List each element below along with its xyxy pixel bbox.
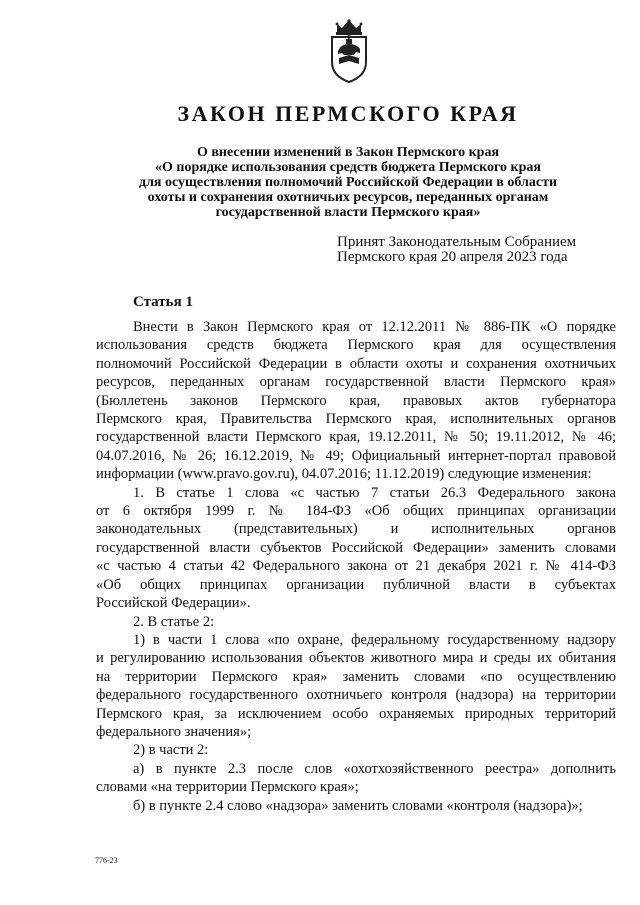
body-line: от 6 октября 1999 г. № 184-ФЗ «Об общих принципах организации bbox=[96, 503, 616, 520]
adoption-line: Пермского края 20 апреля 2023 года bbox=[337, 249, 568, 265]
body-line: использования средств бюджета Пермского края для осуществления bbox=[96, 337, 616, 354]
body-line: полномочий Российской Федерации в области охоты и сохранения охотничьих bbox=[96, 355, 616, 372]
body-line: Внести в Закон Пермского края от 12.12.2011 № 886-ПК «О порядке bbox=[133, 319, 616, 335]
body-line: Пермского края, Правительства Пермского края, исполнительных органов bbox=[96, 411, 616, 428]
law-title: ЗАКОН ПЕРМСКОГО КРАЯ bbox=[177, 101, 519, 126]
law-subtitle bbox=[110, 145, 586, 220]
article-body bbox=[96, 318, 616, 815]
body-line: государственной власти Пермского края, 19.12.2011, № 50; 19.11.2012, № 46; bbox=[96, 429, 616, 446]
body-line: государственной власти субъектов Российской Федерации» заменить словами bbox=[96, 539, 616, 556]
article-heading: Статья 1 bbox=[133, 294, 193, 310]
body-line: федерального значения»; bbox=[96, 723, 252, 740]
adoption-line: Принят Законодательным Собранием bbox=[337, 234, 577, 250]
body-line: а) в пункте 2.3 после слов «охотхозяйственного реестра» дополнить bbox=[133, 760, 616, 777]
body-line: «с частью 4 статьи 42 Федерального закона от 21 декабря 2021 г. № 414-ФЗ bbox=[96, 558, 616, 575]
body-line: б) в пункте 2.4 слово «надзора» заменить словами «контроля (надзора)»; bbox=[133, 797, 583, 814]
body-line: 1. В статье 1 слова «с частью 7 статьи 26.3 Федерального закона bbox=[133, 484, 616, 501]
subtitle-line: О внесении изменений в Закон Пермского края bbox=[196, 145, 500, 160]
subtitle-line: охоты и сохранения охотничьих ресурсов, переданных органам bbox=[147, 190, 549, 205]
body-line: «Об общих принципах организации публичной власти в субъектах bbox=[96, 576, 616, 593]
body-line: 2. В статье 2: bbox=[133, 613, 215, 630]
body-line: ресурсов, переданных органам государственной власти Пермского края» bbox=[96, 374, 616, 391]
body-line: (Бюллетень законов Пермского края, правовых актов губернатора bbox=[96, 392, 616, 409]
body-line: Российской Федерации». bbox=[96, 595, 251, 612]
body-line: на территории Пермского края» заменить словами «по осуществлению bbox=[96, 668, 616, 685]
subtitle-line: государственной власти Пермского края» bbox=[215, 205, 481, 220]
subtitle-line: для осуществления полномочий Российской Федерации в области bbox=[138, 175, 558, 190]
body-line: словами «на территории Пермского края»; bbox=[96, 779, 359, 796]
document-code: 776-23 bbox=[95, 856, 118, 865]
adoption-note bbox=[337, 235, 576, 265]
body-line: 04.07.2016, № 26; 16.12.2019, № 49; Официальный интернет-портал правовой bbox=[96, 447, 616, 464]
body-line: 2) в части 2: bbox=[133, 742, 209, 759]
body-line: и регулированию использования объектов животного мира и среды их обитания bbox=[96, 650, 616, 667]
body-line: информации (www.pravo.gov.ru), 04.07.2016; 11.12.2019) следующие изменения: bbox=[96, 466, 592, 483]
subtitle-line: «О порядке использования средств бюджета Пермского края bbox=[155, 160, 541, 175]
body-line: Пермского края, за исключением особо охраняемых природных территорий bbox=[96, 705, 616, 722]
body-line: федерального государственного охотничьего контроля (надзора) на территории bbox=[96, 687, 616, 704]
perm-krai-coat-of-arms-icon bbox=[327, 18, 371, 84]
body-line: законодательных (представительных) и исполнительных органов bbox=[96, 521, 616, 538]
body-line: 1) в части 1 слова «по охране, федеральному государственному надзору bbox=[133, 631, 616, 648]
